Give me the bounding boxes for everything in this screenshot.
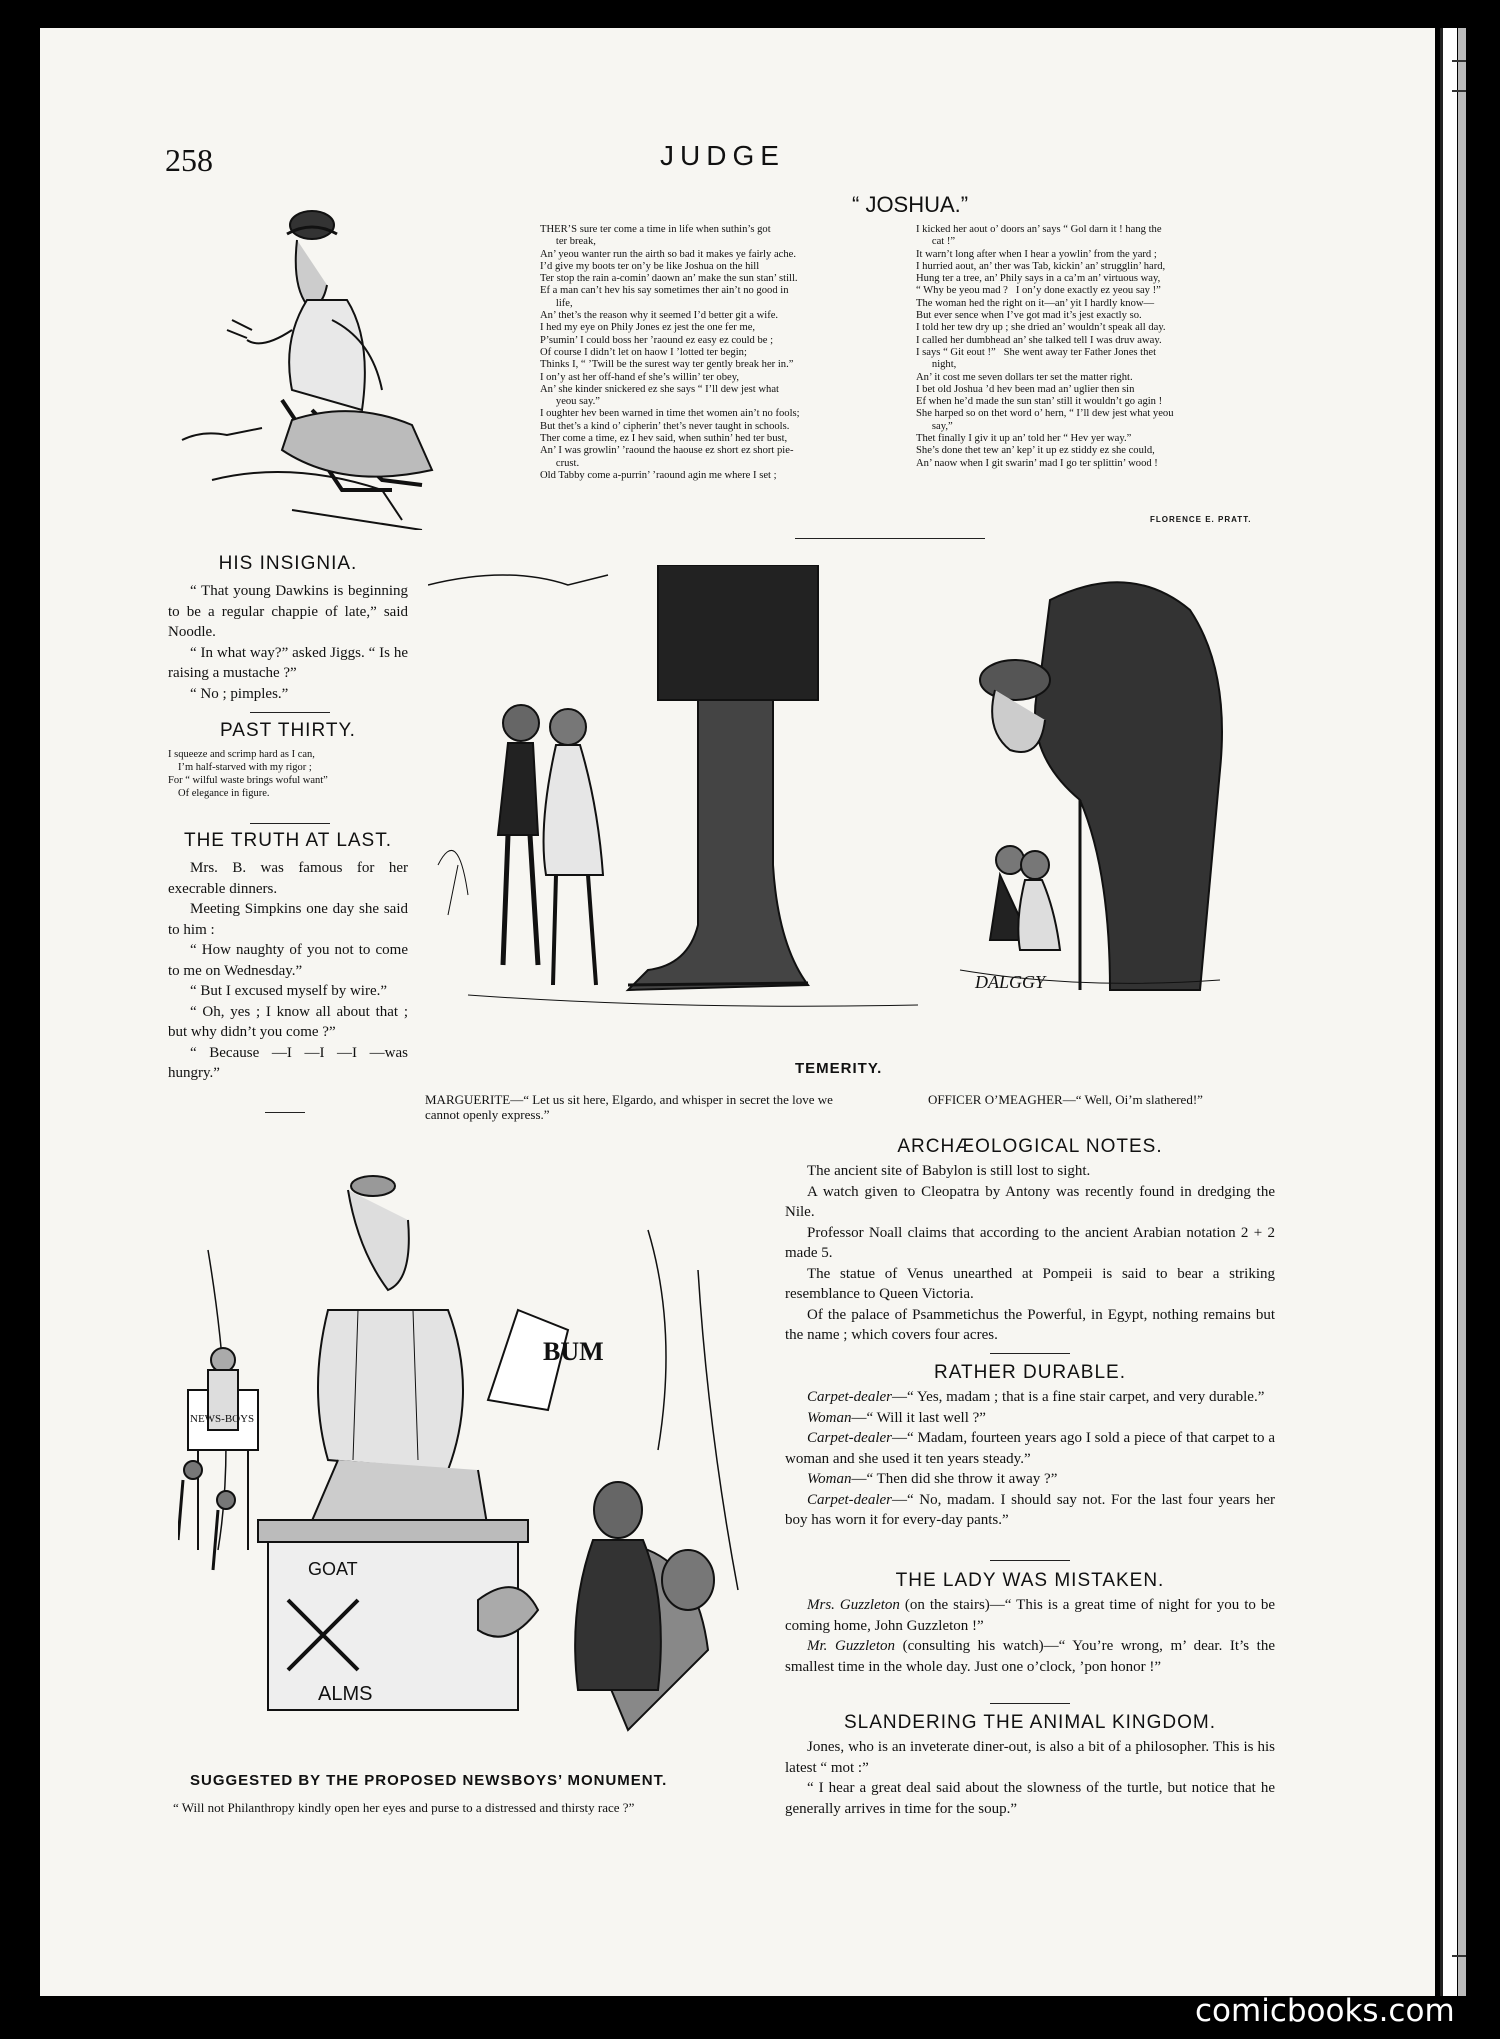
masthead: JUDGE	[660, 140, 785, 171]
archaeological-notes-section	[785, 1136, 1275, 1346]
archaeological-notes-title: ARCHÆOLOGICAL NOTES.	[897, 1136, 1163, 1157]
divider	[990, 1353, 1070, 1354]
paragraph: “ That young Dawkins is beginning to be a regular chappie of late,” said Noodle.	[168, 583, 408, 640]
his-insignia-section	[168, 553, 408, 704]
divider	[250, 823, 330, 824]
paragraph: Jones, who is an inveterate diner-out, is also a bit of a philosopher. This is his latest “ mot :”	[785, 1739, 1275, 1776]
divider	[265, 1112, 305, 1113]
dialogue-line	[785, 1490, 1275, 1531]
poem-left-column: THER’S sure ter come a time in life when suthin’s got ter break, An’ yeou wanter run the airth so bad it makes ye fairly ache. I’d give my boots ter on’y be like Joshua on the hill Ter stop the rain a-comin’ daown an’ make the sun stan’ still. Ef a man can’t hev his say sometimes ther ain’t no good in life, An’ thet’s the reason why it seemed I’d better git a wife. I hed my eye on Phily Jones ez jest the one fer me, P’sumin’ I could boss her ’raound ez easy ez could be ; Of course I didn’t let on haow I ’lotted ter begin; Thinks I, “ ’Twill be the surest way ter gently break her in.” I on’y ast her off-hand ef she’s willin’ ter obey, An’ she kinder snickered ez she says “ I’ll dew jest what yeou say.” I oughter hev been warned in time thet women ain’t no fools; But thet’s a kind o’ cipherin’ thet’s never taught in schools. Ther come a time, ez I hev said, when suthin’ hed ter bust, An’ I was growlin’ ’raound the haouse ez short ez short pie- crust. Old Tabby come a-purrin’ ’raound agin me where I set ;	[540, 224, 800, 481]
page-number: 258	[165, 142, 213, 178]
dialogue-text: —“ No, madam. I should say not. For the last four years her boy has worn it for every-day pants.”	[785, 1491, 1275, 1528]
dialogue-line	[785, 1387, 1275, 1408]
dialogue-line	[785, 1636, 1275, 1677]
divider	[795, 538, 985, 539]
truth-at-last-title: THE TRUTH AT LAST.	[183, 830, 393, 851]
poem-title: “ JOSHUA.”	[852, 192, 969, 217]
paragraph: “ How naughty of you not to come to me on Wednesday.”	[168, 942, 408, 979]
paragraph: “ But I excused myself by wire.”	[190, 983, 388, 999]
paragraph: Professor Noall claims that according to the ancient Arabian notation 2 + 2 made 5.	[785, 1224, 1275, 1261]
speaker: Mr. Guzzleton	[807, 1638, 896, 1654]
illustration-seated-man	[172, 190, 502, 530]
barrel-label: BUM	[543, 1337, 604, 1366]
dialogue-text: (consulting his watch)—“ You’re wrong, m’ dear. It’s the smallest time in the whole day. Just one o’clock, ’pon honor !”	[785, 1638, 1276, 1675]
speaker: Carpet-dealer	[807, 1491, 892, 1508]
rather-durable-section	[785, 1362, 1275, 1531]
dialogue-text: —“ Will it last well ?”	[851, 1409, 986, 1426]
pedestal-top-text: GOAT	[308, 1559, 358, 1579]
rather-durable-title: RATHER DURABLE.	[933, 1362, 1126, 1383]
poem-right-column: I kicked her aout o’ doors an’ says “ Gol darn it ! hang the cat !” It warn’t long after when I hear a yowlin’ from the yard ; I hurried aout, an’ ther was Tab, kickin’ an’ strugglin’ hard, Hung ter a tree, an’ Phily says in a ca’m an’ virtuous way, “ Why be yeou mad ? I on’y done exactly ez yeou say !” The woman hed the right on it—an’ yit I hardly know— But ever sence when I’ve got mad it’s jest exactly so. I told her tew dry up ; she dried an’ wouldn’t speak all day. I called her dumbhead an’ she talked tell I was druv away. I says “ Git eout !” She went away ter Father Jones thet night, An’ it cost me seven dollars ter set the matter right. I bet old Joshua ’d hev been mad an’ uglier then sin Ef when he’d made the sun stan’ still it wouldn’t go agin ! She harped so on thet word o’ hern, “ I’ll dew jest what yeou say,” Thet finally I giv it up an’ told her “ Hev yer way.” She’s done thet tew an’ kep’ it up ez stiddy ez she could, An’ naow when I git swarin’ mad I go ter splittin’ wood !	[916, 224, 1174, 469]
spine-tick	[1452, 60, 1466, 62]
watermark: comicbooks.com	[1195, 1993, 1455, 2029]
paragraph: The statue of Venus unearthed at Pompeii is said to bear a striking resemblance to Queen Victoria.	[785, 1265, 1275, 1302]
past-thirty-section	[168, 720, 408, 800]
slandering-section	[785, 1712, 1275, 1819]
monument-caption: “ Will not Philanthropy kindly open her eyes and purse to a distressed and thirsty race ?”	[173, 1800, 635, 1815]
speaker: Woman	[807, 1471, 852, 1487]
spine-tick	[1452, 1955, 1466, 1957]
paragraph: “ In what way?” asked Jiggs. “ Is he raising a mustache ?”	[168, 644, 408, 681]
paragraph: “ No ; pimples.”	[190, 685, 289, 702]
verse-line: Of elegance in figure.	[178, 788, 270, 799]
dialogue-line	[785, 1595, 1275, 1636]
temerity-title: TEMERITY.	[795, 1060, 883, 1077]
lady-was-mistaken-section	[785, 1570, 1275, 1677]
paragraph: Of the palace of Psammetichus the Powerful, in Egypt, nothing remains but the name ; which covers four acres.	[785, 1306, 1275, 1343]
paragraph: “ Because —I —I —I —was hungry.”	[168, 1044, 408, 1081]
illustration-newsboys-monument	[178, 1130, 758, 1750]
slandering-title: SLANDERING THE ANIMAL KINGDOM.	[843, 1712, 1217, 1733]
newsboys-sign: NEWS-BOYS	[190, 1413, 255, 1425]
verse-line: For “ wilful waste brings woful want”	[168, 775, 328, 786]
his-insignia-title: HIS INSIGNIA.	[218, 553, 358, 574]
spine-tick	[1452, 90, 1466, 92]
lady-was-mistaken-title: THE LADY WAS MISTAKEN.	[895, 1570, 1165, 1591]
paragraph: Mrs. B. was famous for her execrable dinners.	[168, 860, 408, 897]
paragraph: A watch given to Cleopatra by Antony was recently found in dredging the Nile.	[785, 1183, 1275, 1220]
dialogue-text: —“ Madam, fourteen years ago I sold a piece of that carpet to a woman and she used it ten years steady.”	[785, 1430, 1275, 1467]
poem-byline: FLORENCE E. PRATT.	[1150, 515, 1252, 524]
paragraph: The ancient site of Babylon is still lost to sight.	[807, 1163, 1091, 1179]
monument-title: SUGGESTED BY THE PROPOSED NEWSBOYS’ MONUMENT.	[190, 1772, 668, 1789]
paragraph: Meeting Simpkins one day she said to him :	[168, 901, 408, 938]
speaker: Carpet-dealer	[807, 1389, 892, 1405]
verse-line: I’m half-starved with my rigor ;	[178, 762, 312, 773]
page-edge	[1458, 28, 1466, 1996]
dialogue-line	[785, 1469, 1275, 1490]
artist-signature: DALGGY	[975, 972, 1046, 992]
dialogue-text: (on the stairs)—“ This is a great time of night for you to be coming home, John Guzzleton !”	[785, 1597, 1276, 1634]
pedestal-bottom-text: ALMS	[318, 1683, 373, 1705]
speaker: Woman	[807, 1409, 852, 1426]
temerity-right-caption: OFFICER O’MEAGHER—“ Well, Oi’m slathered!”	[928, 1092, 1203, 1107]
truth-at-last-section	[168, 830, 408, 1084]
dialogue-text: —“ Then did she throw it away ?”	[851, 1471, 1058, 1487]
temerity-left-caption: MARGUERITE—“ Let us sit here, Elgardo, and whisper in secret the love we cannot openly express.”	[425, 1092, 833, 1122]
dialogue-text: —“ Yes, madam ; that is a fine stair carpet, and very durable.”	[891, 1389, 1265, 1405]
speaker: Carpet-dealer	[807, 1430, 892, 1446]
page-spine	[1440, 28, 1457, 1996]
illustration-temerity-left	[428, 565, 928, 1015]
paragraph: “ I hear a great deal said about the slowness of the turtle, but notice that he generally arrives in time for the soup.”	[785, 1780, 1275, 1817]
divider	[250, 712, 330, 713]
dialogue-line	[785, 1428, 1275, 1469]
paragraph: “ Oh, yes ; I know all about that ; but why didn’t you come ?”	[168, 1003, 408, 1040]
divider	[990, 1703, 1070, 1704]
speaker: Mrs. Guzzleton	[807, 1597, 900, 1613]
past-thirty-title: PAST THIRTY.	[220, 720, 356, 741]
dialogue-line	[785, 1408, 1275, 1429]
illustration-temerity-right	[930, 570, 1230, 1020]
verse-line: I squeeze and scrimp hard as I can,	[168, 749, 315, 760]
divider	[990, 1560, 1070, 1561]
